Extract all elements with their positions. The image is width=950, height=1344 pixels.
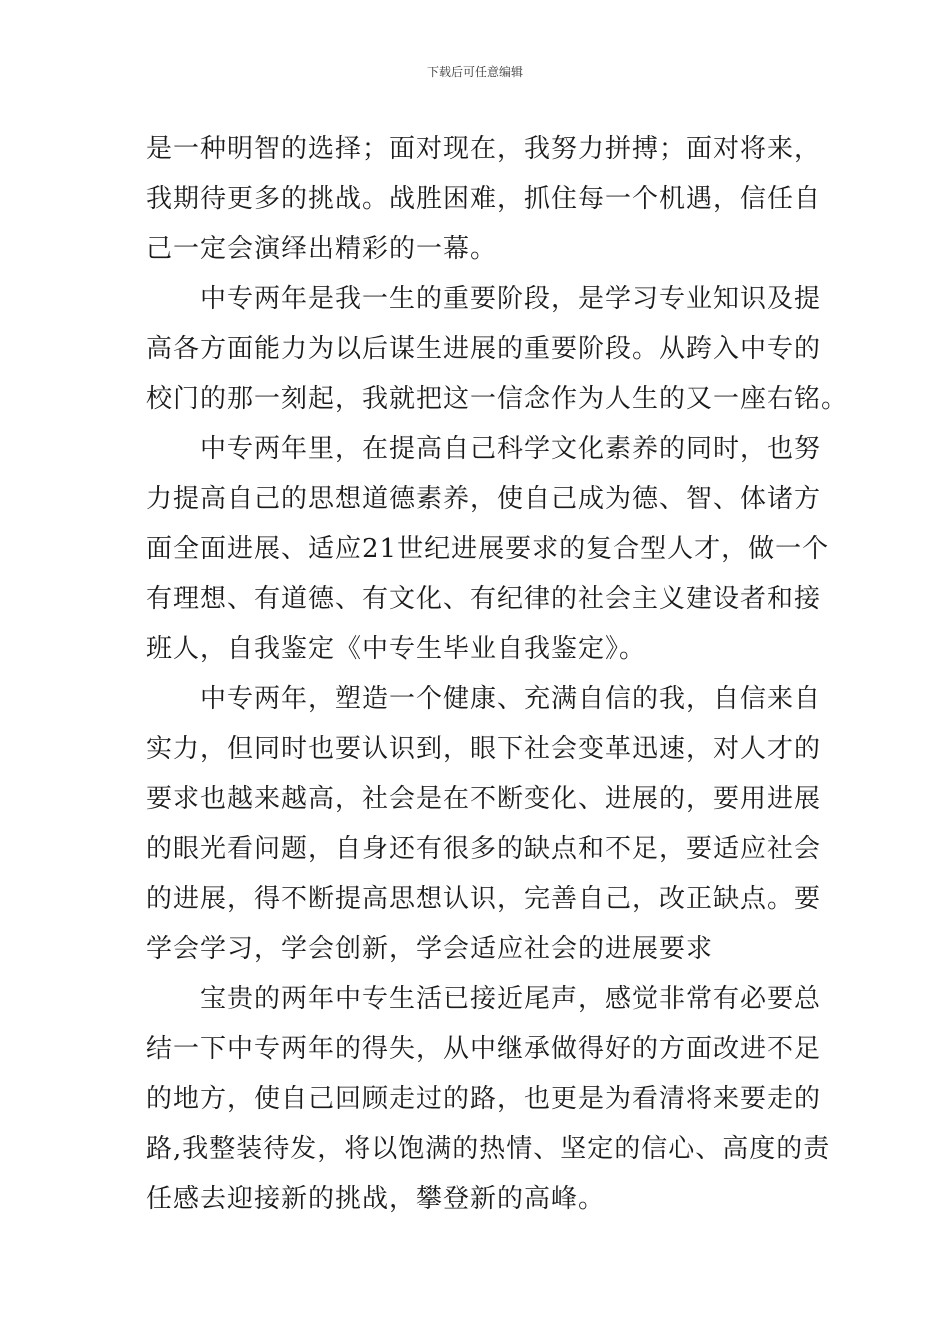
text-line: 有理想、有道德、有文化、有纪律的社会主义建设者和接 [146, 584, 822, 614]
document-body [146, 124, 849, 1224]
text-line: 结一下中专两年的得失，从中继承做得好的方面改进不足 [146, 1034, 822, 1064]
text-line: 班人，自我鉴定《中专生毕业自我鉴定》。 [146, 634, 647, 664]
text-line: 高各方面能力为以后谋生进展的重要阶段。从跨入中专的 [146, 334, 822, 364]
text-line: 中专两年，塑造一个健康、充满自信的我，自信来自 [200, 684, 822, 714]
text-line: 中专两年是我一生的重要阶段，是学习专业知识及提 [200, 284, 822, 314]
text-line: 面全面进展、适应21世纪进展要求的复合型人才，做一个 [146, 534, 830, 564]
paragraph-3 [146, 424, 830, 674]
text-line: 路,我整装待发，将以饱满的热情、坚定的信心、高度的责 [146, 1134, 831, 1164]
text-line: 的眼光看问题，自身还有很多的缺点和不足，要适应社会 [146, 834, 822, 864]
paragraph-2 [146, 274, 849, 424]
text-line: 任感去迎接新的挑战，攀登新的高峰。 [146, 1184, 606, 1214]
text-line: 学会学习，学会创新，学会适应社会的进展要求 [146, 934, 714, 964]
text-line: 要求也越来越高，社会是在不断变化、进展的，要用进展 [146, 784, 822, 814]
text-line: 力提高自己的思想道德素养，使自己成为德、智、体诸方 [146, 484, 822, 514]
text-line: 己一定会演绎出精彩的一幕。 [146, 234, 498, 264]
page-header-note: 下载后可任意编辑 [426, 65, 523, 79]
text-line: 是一种明智的选择；面对现在，我努力拼搏；面对将来， [146, 134, 822, 164]
text-line: 的进展，得不断提高思想认识，完善自己，改正缺点。要 [146, 884, 822, 914]
text-line: 实力，但同时也要认识到，眼下社会变革迅速，对人才的 [146, 734, 822, 764]
paragraph-5 [146, 974, 831, 1224]
text-line: 宝贵的两年中专生活已接近尾声，感觉非常有必要总 [200, 984, 822, 1014]
paragraph-4 [146, 674, 822, 974]
paragraph-1 [146, 124, 822, 274]
text-line: 校门的那一刻起，我就把这一信念作为人生的又一座右铭。 [146, 384, 849, 414]
text-line: 的地方，使自己回顾走过的路，也更是为看清将来要走的 [146, 1084, 822, 1114]
text-line: 中专两年里，在提高自己科学文化素养的同时，也努 [200, 434, 822, 464]
text-line: 我期待更多的挑战。战胜困难，抓住每一个机遇，信任自 [146, 184, 822, 214]
